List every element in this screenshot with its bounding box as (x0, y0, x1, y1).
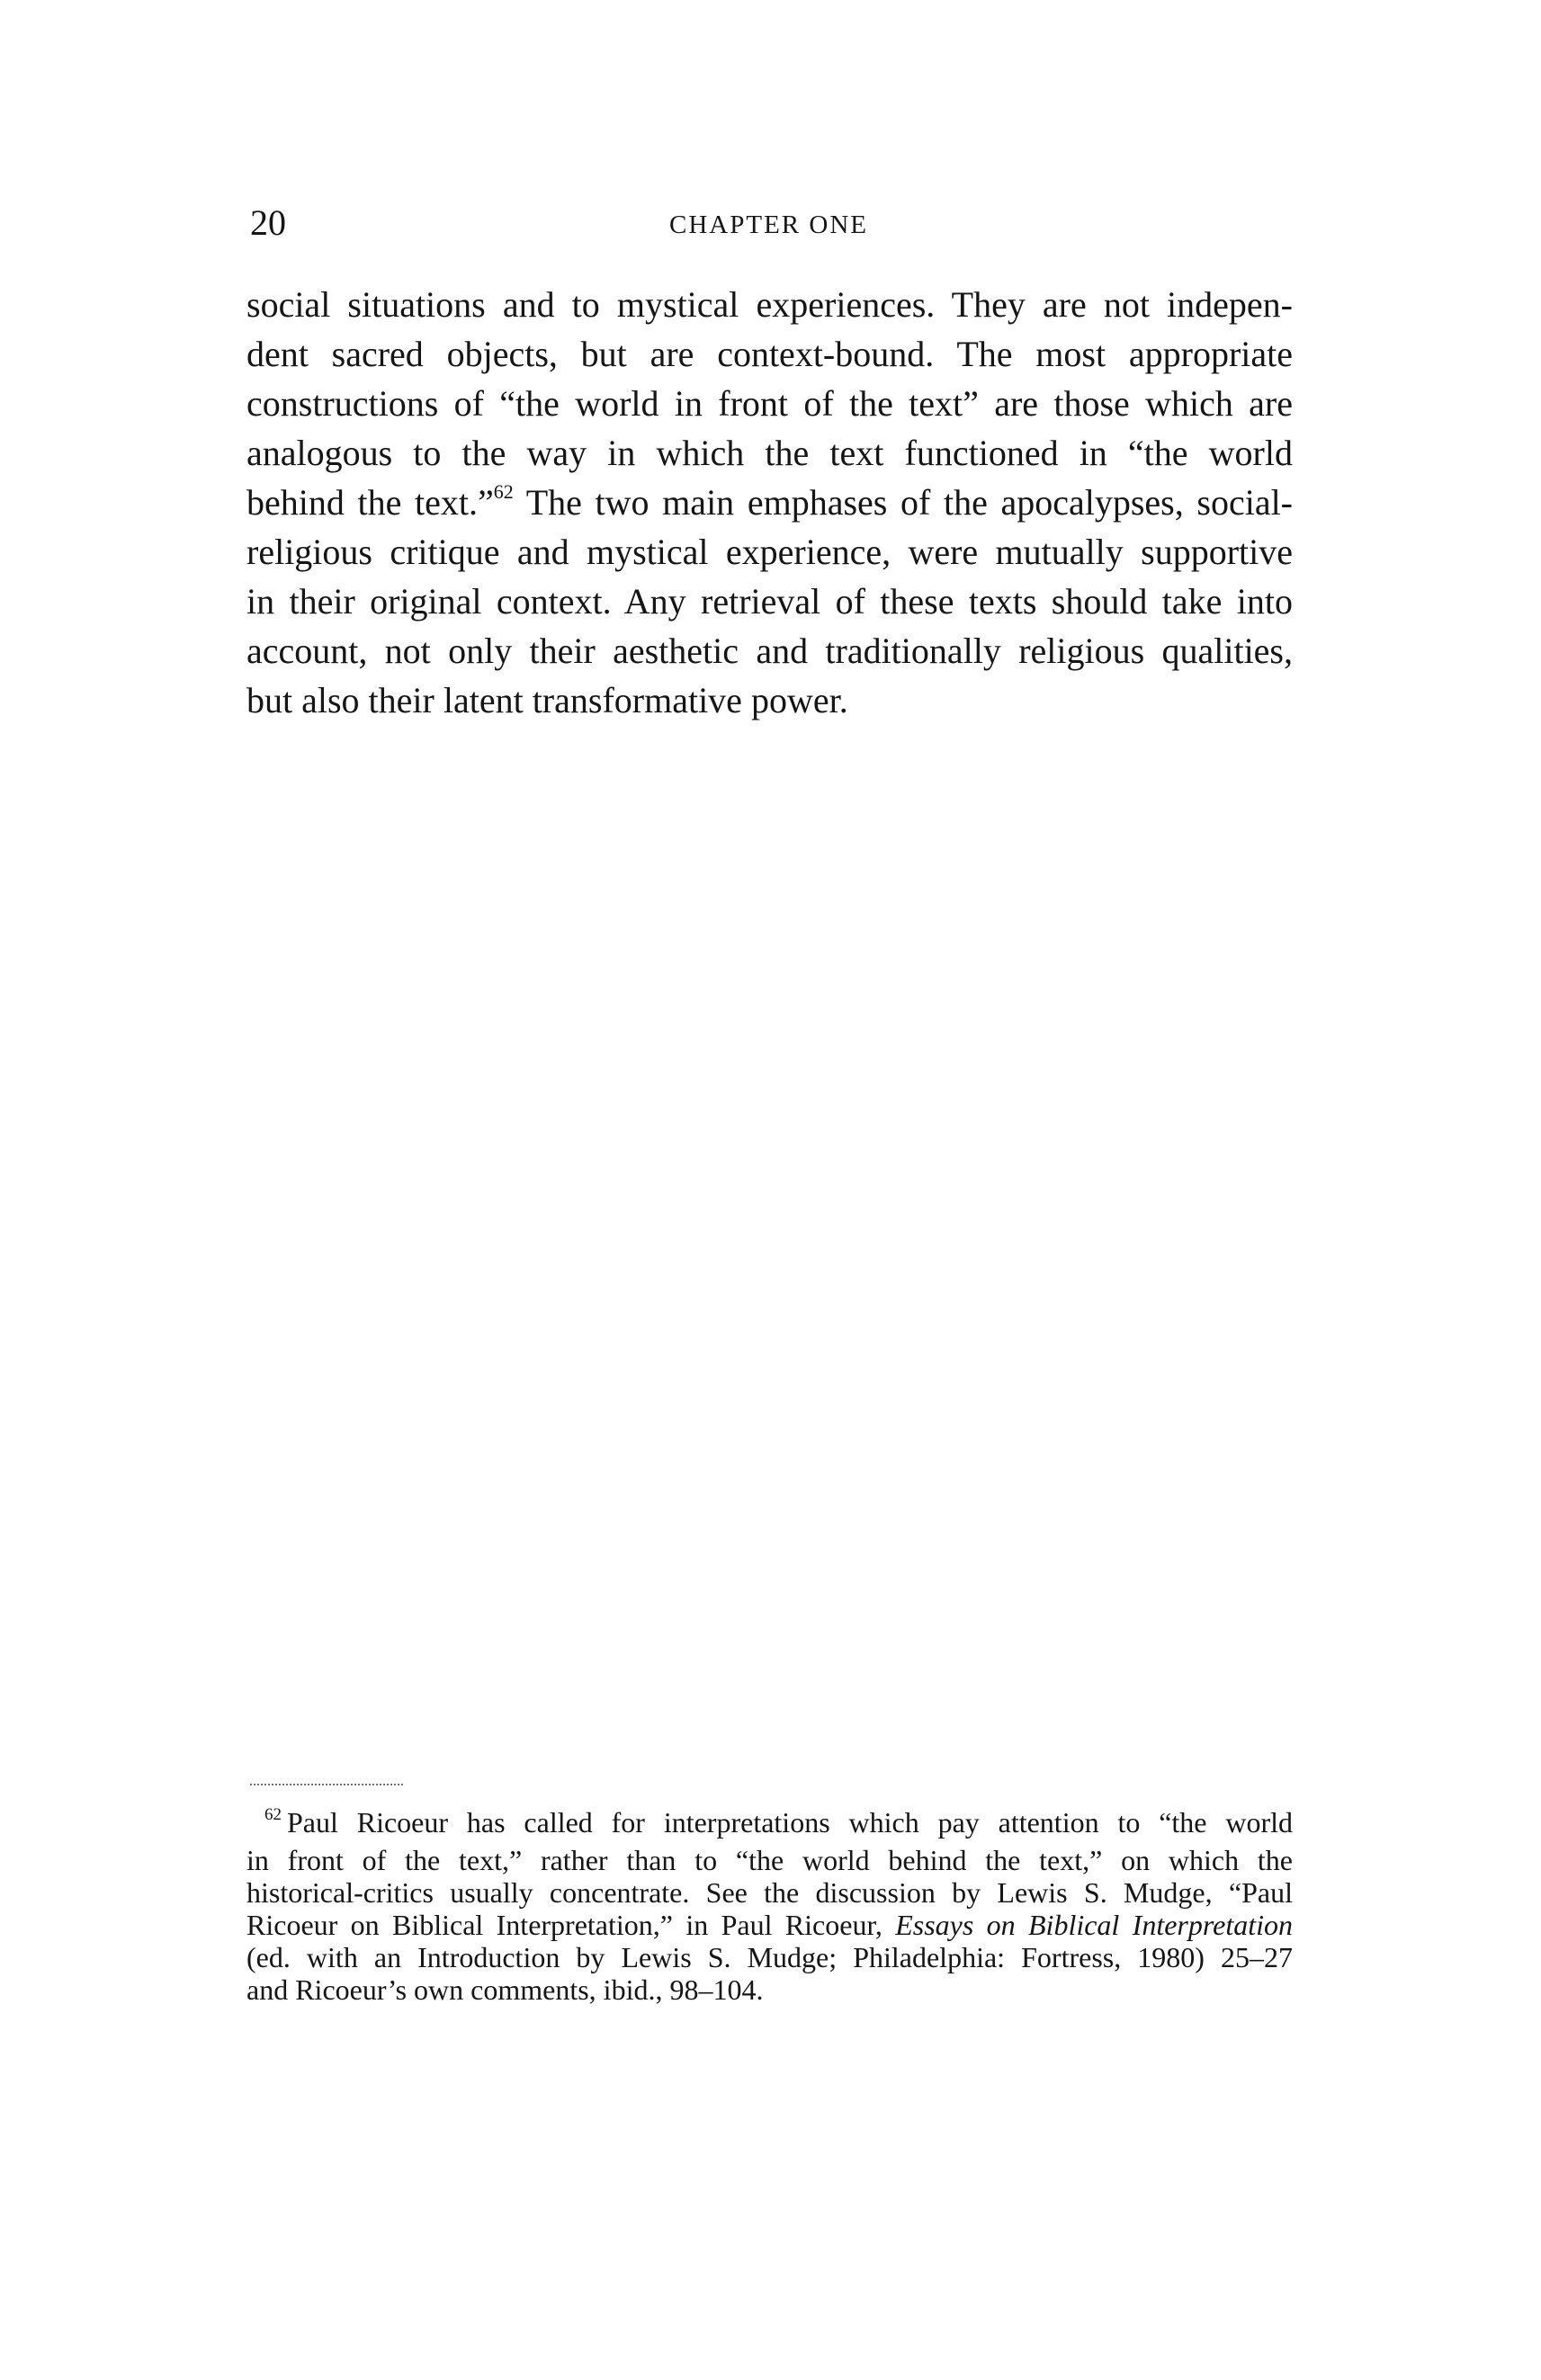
body-line-7: in their original context. Any retrieval of these texts should take into (246, 581, 1293, 622)
footnote-line-4-text: Ricoeur on Biblical Interpretation,” in Paul Ricoeur, (246, 1909, 896, 1941)
footnote-62 (246, 1806, 1293, 2006)
footnote-line-4 (246, 1909, 1293, 1941)
body-line-1: social situations and to mystical experiences. They are not indepen- (246, 284, 1293, 325)
body-line-2: dent sacred objects, but are context-bound. The most appropriate (246, 334, 1293, 374)
body-paragraph (246, 280, 1293, 725)
footnote-line-5: (ed. with an Introduction by Lewis S. Mudge; Philadelphia: Fortress, 1980) 25–27 (246, 1941, 1293, 1973)
footnote-line-3: historical-critics usually concentrate. See the discussion by Lewis S. Mudge, “Paul (246, 1876, 1293, 1909)
body-line-6: religious critique and mystical experience, were mutually supportive (246, 532, 1293, 572)
body-line-9: but also their latent transformative power. (246, 680, 848, 720)
running-head (245, 196, 1293, 250)
footnote-line-1 (246, 1806, 1293, 1844)
footnote-line-1-text: Paul Ricoeur has called for interpretations which pay attention to “the world (287, 1806, 1293, 1839)
body-line-5-end: The two main emphases of the apocalypses, social- (513, 482, 1294, 523)
footnote-marker: 62 (264, 1805, 282, 1824)
page-number: 20 (250, 202, 286, 243)
chapter-title: CHAPTER ONE (669, 210, 868, 239)
footnote-line-6: and Ricoeur’s own comments, ibid., 98–104. (246, 1973, 764, 2006)
footnote-reference: 62 (493, 479, 514, 503)
body-line-4: analogous to the way in which the text functioned in “the world (246, 433, 1293, 473)
body-line-3: constructions of “the world in front of the text” are those which are (246, 383, 1293, 424)
book-title: Essays on Biblical Interpretation (895, 1909, 1294, 1941)
body-line-5 (246, 478, 1293, 527)
footnote-separator (250, 1784, 403, 1785)
body-line-8: account, not only their aesthetic and traditionally religious qualities, (246, 631, 1293, 671)
body-line-5-start: behind the text.” (246, 482, 494, 523)
footnote-line-2: in front of the text,” rather than to “the world behind the text,” on which the (246, 1844, 1293, 1876)
